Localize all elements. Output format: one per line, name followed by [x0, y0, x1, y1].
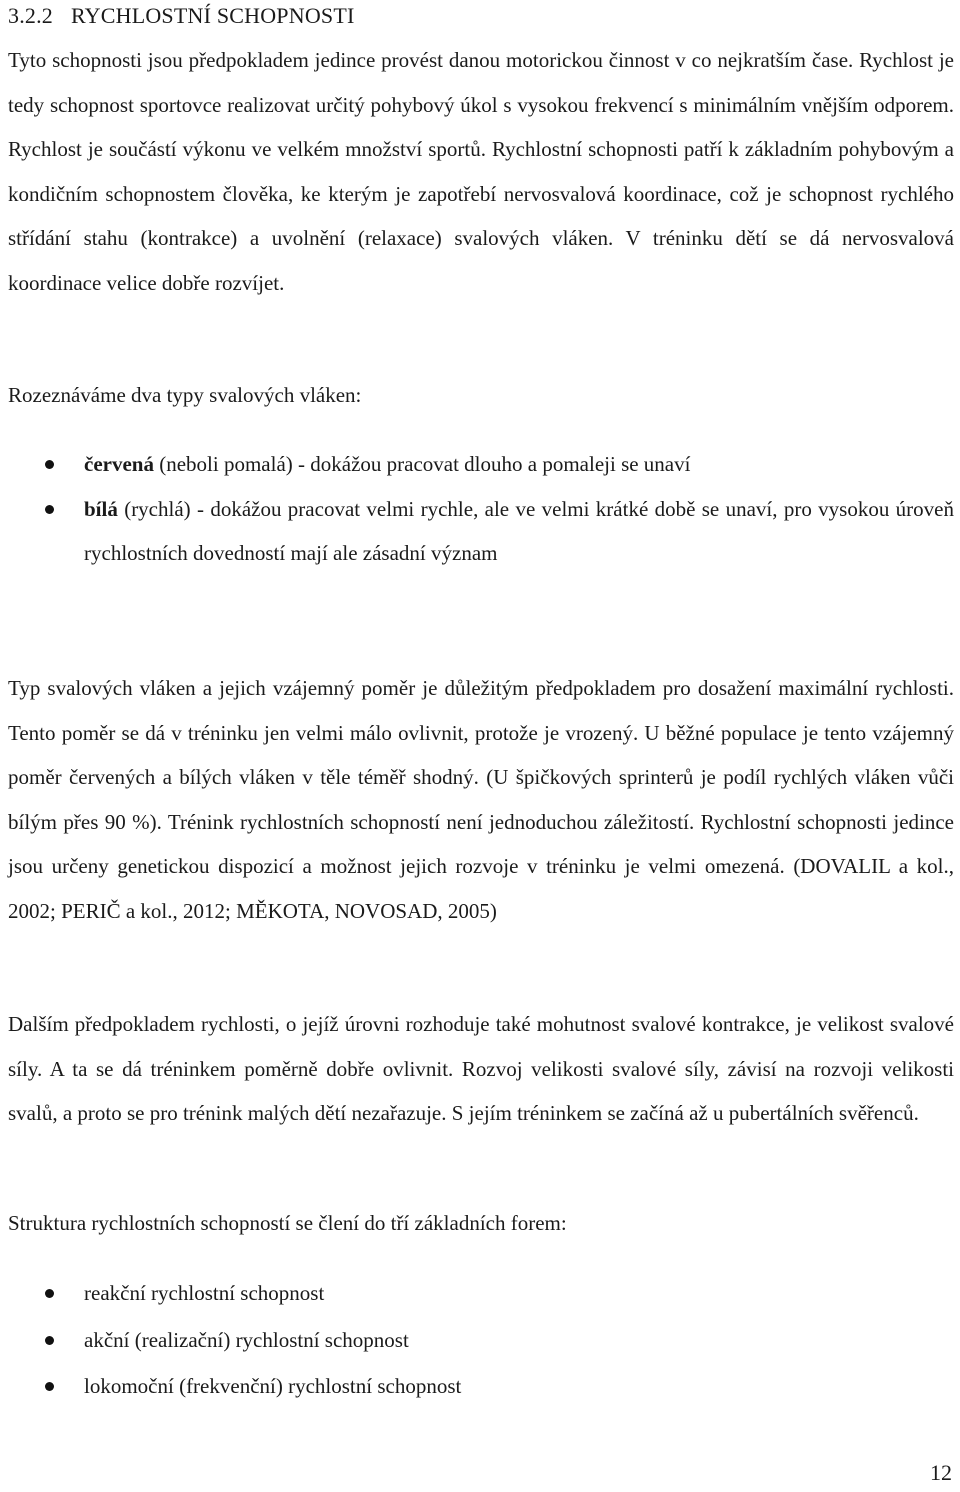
list-item	[0, 442, 960, 487]
section-number: 3.2.2	[8, 3, 53, 28]
fiber-description: (neboli pomalá) - dokážou pracovat dlouho a pomaleji se unaví	[153, 452, 691, 476]
speed-forms-list	[0, 1270, 960, 1410]
list-item	[0, 1270, 960, 1317]
list-item	[0, 487, 960, 576]
fiber-description: (rychlá) - dokážou pracovat velmi rychle, ale ve velmi krátké době se unaví, pro vysokou úroveň rychlostních dovedností mají ale zásadní význam	[84, 496, 954, 566]
paragraph-intro: Tyto schopnosti jsou předpokladem jedince provést danou motorickou činnost v co nejkratším čase. Rychlost je tedy schopnost sportovce realizovat určitý pohybový úkol s vysokou frekvencí s minimálním vnějším odporem. Rychlost je součástí výkonu ve velkém množství sportů. Rychlostní schopnosti patří k základním pohybovým a kondičním schopnostem člověka, ke kterým je zapotřebí nervosvalová koordinace, což je schopnost rychlého střídání stahu (kontrakce) a uvolnění (relaxace) svalových vláken. V tréninku dětí se dá nervosvalová koordinace velice dobře rozvíjet.	[8, 48, 954, 295]
paragraph-muscle-strength: Dalším předpokladem rychlosti, o jejíž úrovni rozhoduje také mohutnost svalové kontrakce, je velikost svalové síly. A ta se dá tréninkem poměrně dobře ovlivnit. Rozvoj velikosti svalové síly, závisí na rozvoji velikosti svalů, a proto se pro trénink malých dětí nezařazuje. S jejím tréninkem se začíná až u pubertálních svěřenců.	[8, 1012, 954, 1126]
form-label: lokomoční (frekvenční) rychlostní schopnost	[84, 1374, 462, 1398]
bullet-icon	[45, 1289, 54, 1298]
section-heading	[8, 2, 355, 30]
bullet-icon	[45, 460, 54, 469]
bullet-icon	[45, 505, 54, 514]
list-item	[0, 1317, 960, 1364]
paragraph-fiber-types-lead: Rozeznáváme dva typy svalových vláken:	[8, 383, 362, 407]
fiber-types-list	[0, 442, 960, 576]
form-label: akční (realizační) rychlostní schopnost	[84, 1327, 409, 1352]
form-label: reakční rychlostní schopnost	[84, 1281, 325, 1305]
paragraph-forms-lead: Struktura rychlostních schopností se člení do tří základních forem:	[8, 1211, 567, 1235]
bullet-icon	[45, 1382, 54, 1391]
fiber-term: červená	[84, 452, 154, 476]
section-title: RYCHLOSTNÍ SCHOPNOSTI	[71, 3, 355, 28]
bullet-icon	[45, 1336, 54, 1345]
paragraph-fiber-ratio: Typ svalových vláken a jejich vzájemný poměr je důležitým předpokladem pro dosažení maximální rychlosti. Tento poměr se dá v tréninku jen velmi málo ovlivnit, protože je vrozený. U běžné populace je tento vzájemný poměr červených a bílých vláken v těle téměř shodný. (U špičkových sprinterů je podíl rychlých vláken vůči bílým přes 90 %). Trénink rychlostních schopností není jednoduchou záležitostí. Rychlostní schopnosti jedince jsou určeny genetickou dispozicí a možnost jejich rozvoje v tréninku je velmi omezená. (DOVALIL a kol., 2002; PERIČ a kol., 2012; MĚKOTA, NOVOSAD, 2005)	[8, 676, 954, 923]
list-item	[0, 1363, 960, 1410]
page-number: 12	[930, 1460, 952, 1485]
fiber-term: bílá	[84, 496, 118, 521]
